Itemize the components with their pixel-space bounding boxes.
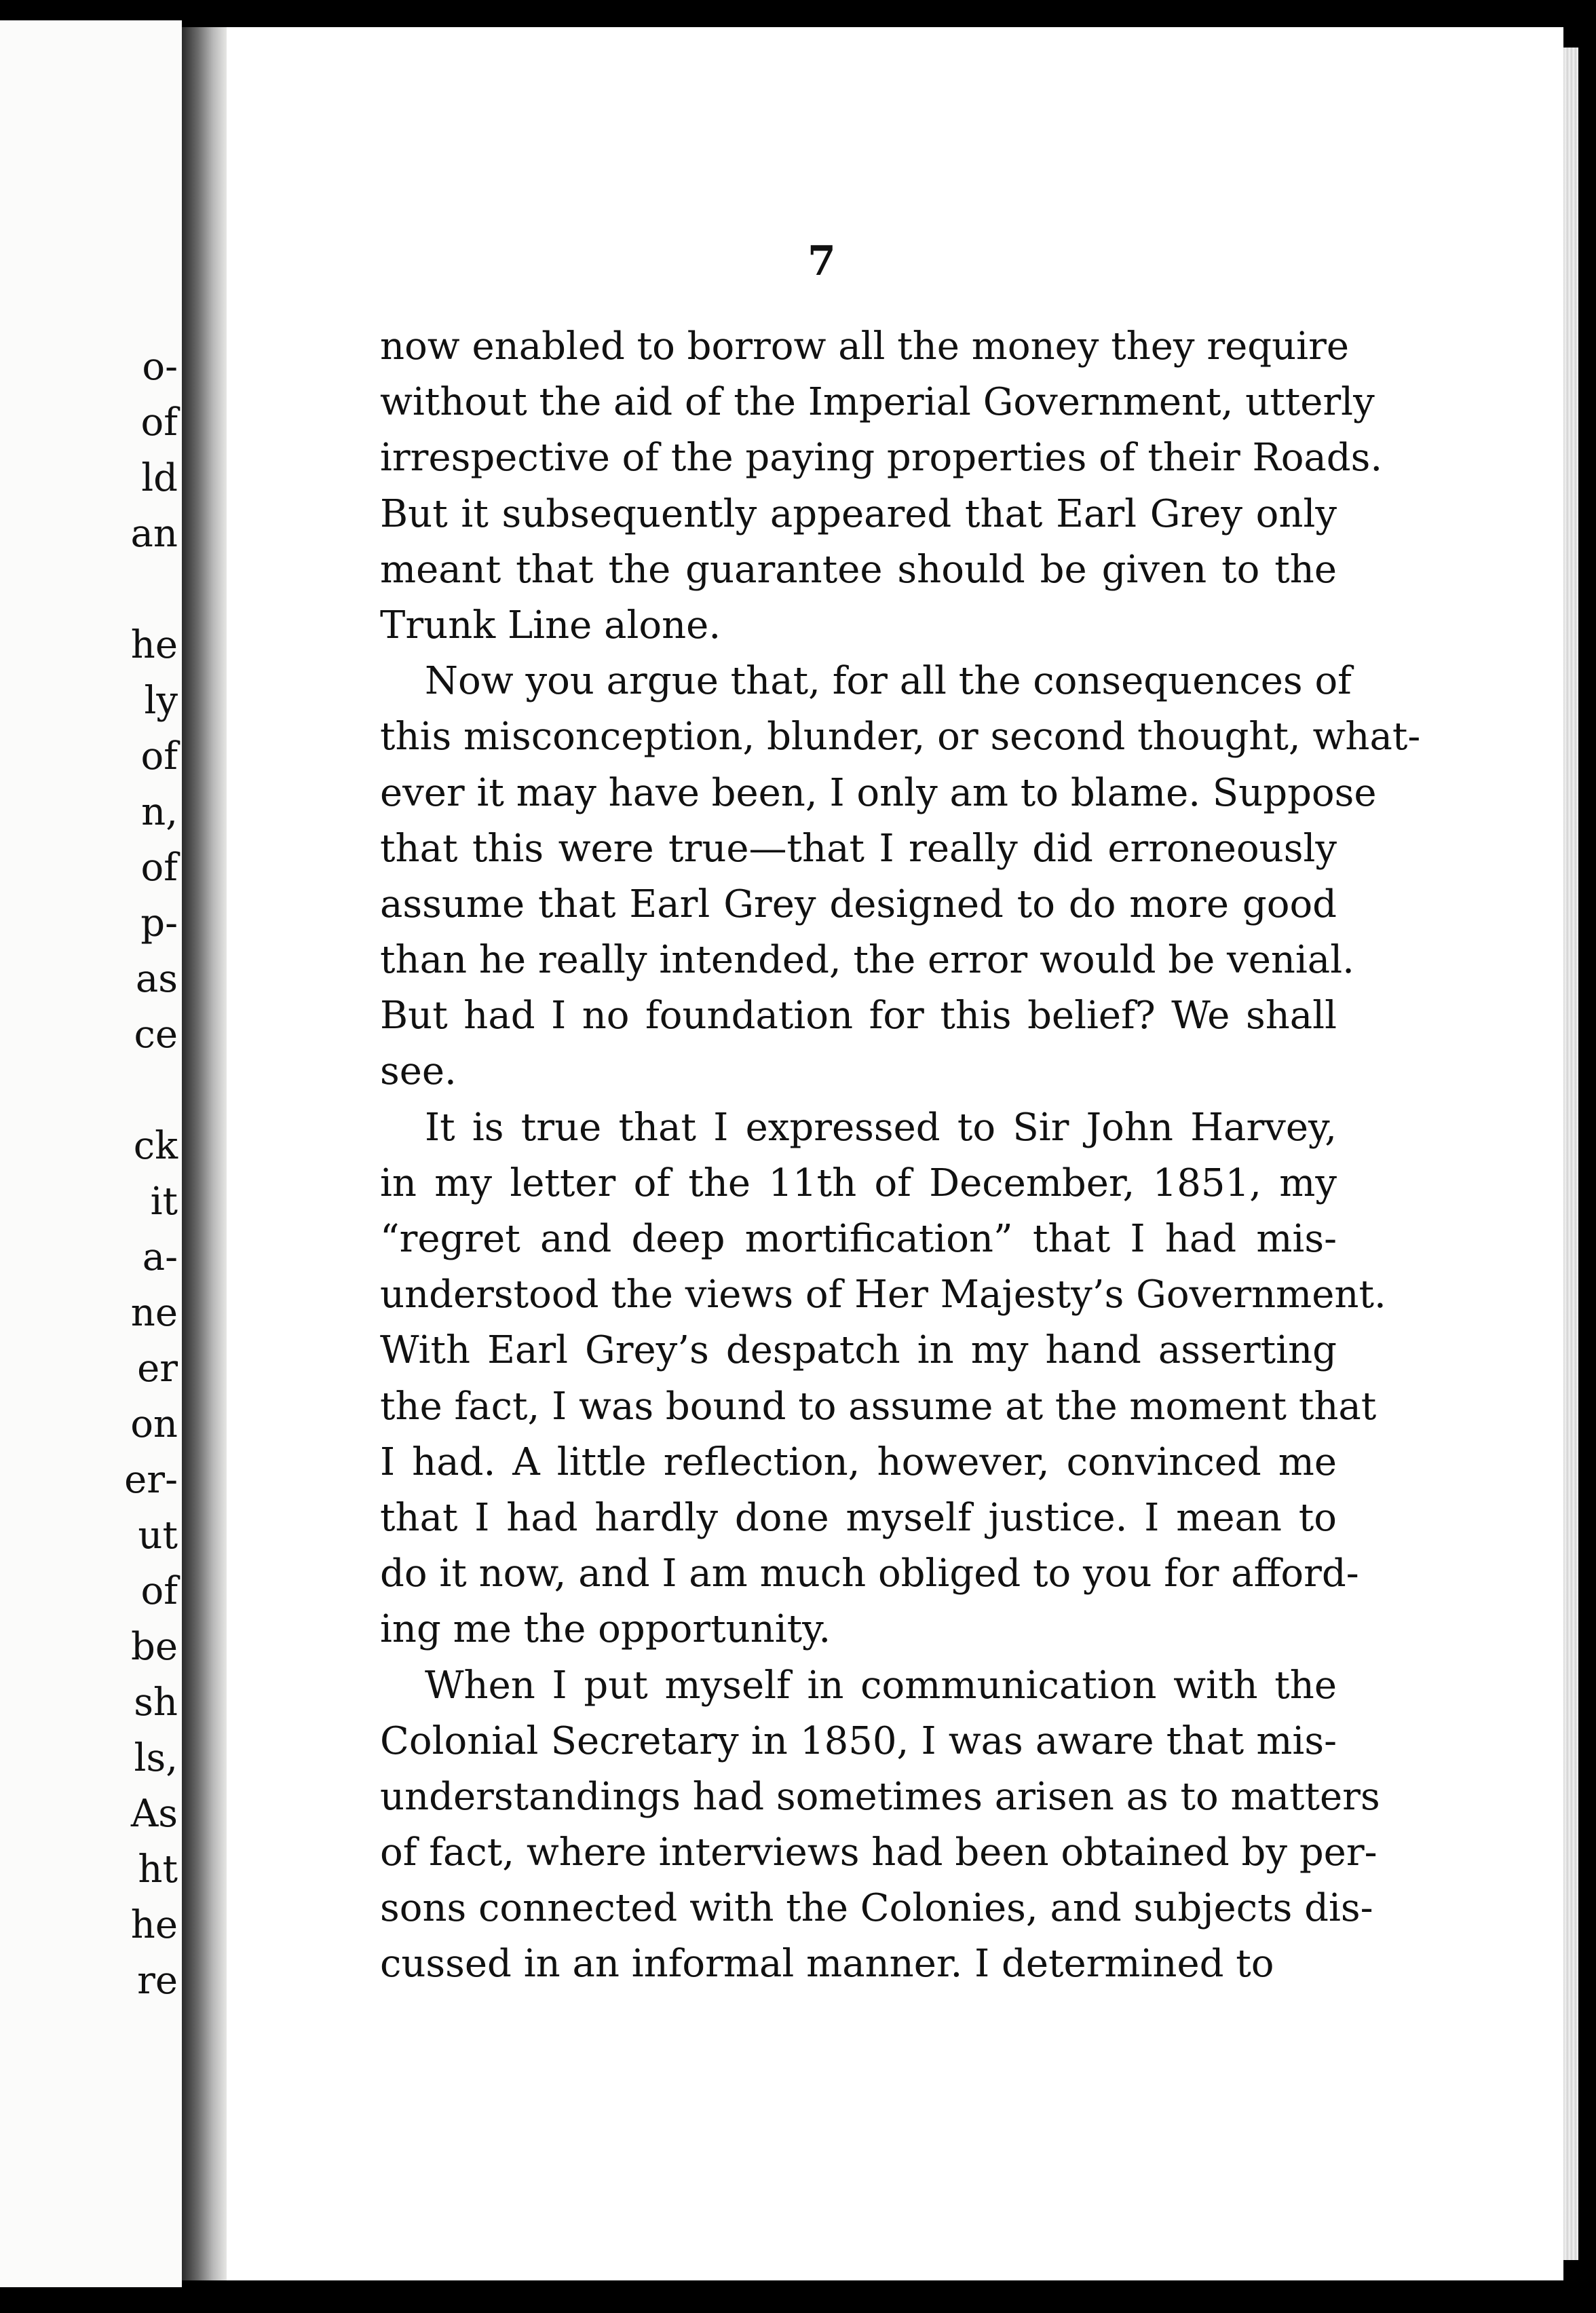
left-page-fragment: ly bbox=[144, 679, 178, 723]
left-page-fragment: as bbox=[135, 957, 178, 1001]
left-page-fragment: of bbox=[140, 846, 178, 890]
text-line: “regret and deep mortification” that I had mis- bbox=[380, 1217, 1337, 1261]
text-line: But had I no foundation for this belief? We shall bbox=[380, 994, 1337, 1038]
text-line: Trunk Line alone. bbox=[380, 603, 721, 647]
paragraph bbox=[380, 319, 1383, 654]
text-line: in my letter of the 11th of December, 1851, my bbox=[380, 1161, 1337, 1205]
text-line: meant that the guarantee should be given to the bbox=[380, 547, 1337, 592]
paragraph bbox=[380, 1658, 1380, 1993]
paragraph bbox=[380, 654, 1421, 1100]
text-line: ing me the opportunity. bbox=[380, 1607, 831, 1652]
text-line: When I put myself in communication with the bbox=[425, 1663, 1337, 1708]
text-line: do it now, and I am much obliged to you for afford- bbox=[380, 1552, 1359, 1596]
left-page-fragment: of bbox=[140, 400, 178, 445]
body-text bbox=[380, 319, 1421, 1993]
left-page-fragment: ut bbox=[138, 1513, 178, 1558]
page-number: 7 bbox=[808, 238, 836, 285]
left-page-fragment: ce bbox=[134, 1013, 178, 1057]
text-line: this misconception, blunder, or second thought, what- bbox=[380, 715, 1421, 759]
text-line: cussed in an informal manner. I determined to bbox=[380, 1942, 1274, 1987]
left-page-fragment: of bbox=[140, 1569, 178, 1613]
book-spine bbox=[182, 27, 227, 2280]
left-page-fragment: ne bbox=[130, 1291, 178, 1335]
paragraph bbox=[380, 1100, 1386, 1658]
text-line: Now you argue that, for all the consequences of bbox=[425, 659, 1352, 704]
left-page-fragment: er bbox=[137, 1347, 178, 1391]
left-page-fragment: sh bbox=[134, 1680, 178, 1725]
left-page-fragment: ht bbox=[138, 1847, 178, 1892]
text-line: It is true that I expressed to Sir John Harvey, bbox=[425, 1105, 1337, 1150]
text-line: understandings had sometimes arisen as to matters bbox=[380, 1774, 1380, 1819]
text-line: Colonial Secretary in 1850, I was aware that mis- bbox=[380, 1718, 1337, 1763]
left-page-text-edge bbox=[0, 339, 182, 2009]
text-line: With Earl Grey’s despatch in my hand asserting bbox=[380, 1328, 1337, 1373]
text-line: assume that Earl Grey designed to do more good bbox=[380, 882, 1337, 926]
left-page-fragment: As bbox=[130, 1792, 178, 1836]
left-page-fragment: n, bbox=[141, 790, 178, 834]
text-line: now enabled to borrow all the money they require bbox=[380, 324, 1349, 369]
text-line: without the aid of the Imperial Government, utterly bbox=[380, 380, 1375, 425]
left-page-fragment: p- bbox=[140, 901, 178, 945]
page-edges bbox=[1563, 48, 1578, 2260]
left-page-fragment: ld bbox=[141, 456, 178, 500]
left-page-fragment: he bbox=[130, 623, 178, 667]
left-page-fragment: ck bbox=[133, 1124, 178, 1168]
left-page-fragment bbox=[0, 562, 182, 618]
left-page-fragment: on bbox=[130, 1402, 178, 1446]
left-page-fragment: re bbox=[137, 1959, 178, 2003]
text-line: understood the views of Her Majesty’s Government. bbox=[380, 1273, 1386, 1317]
text-line: that this were true—that I really did erroneously bbox=[380, 826, 1337, 871]
left-page-fragment: er- bbox=[124, 1458, 178, 1502]
text-line: of fact, where interviews had been obtained by per- bbox=[380, 1830, 1378, 1875]
text-line: ever it may have been, I only am to blame. Suppose bbox=[380, 770, 1377, 815]
left-page-fragment bbox=[0, 1063, 182, 1118]
text-line: But it subsequently appeared that Earl Grey only bbox=[380, 491, 1337, 536]
text-line: the fact, I was bound to assume at the moment that bbox=[380, 1384, 1377, 1429]
left-page-fragment: an bbox=[130, 512, 178, 556]
text-line: I had. A little reflection, however, convinced me bbox=[380, 1440, 1337, 1484]
text-line: irrespective of the paying properties of their Roads. bbox=[380, 436, 1383, 481]
left-facing-page bbox=[0, 20, 182, 2287]
left-page-fragment: be bbox=[131, 1625, 178, 1669]
text-line: than he really intended, the error would be venial. bbox=[380, 938, 1354, 983]
left-page-fragment: of bbox=[140, 734, 178, 778]
left-page-fragment: ls, bbox=[134, 1736, 178, 1780]
left-page-fragment: a- bbox=[142, 1235, 178, 1279]
text-line: sons connected with the Colonies, and subjects dis- bbox=[380, 1886, 1373, 1931]
text-line: that I had hardly done myself justice. I mean to bbox=[380, 1495, 1337, 1540]
left-page-fragment: it bbox=[150, 1180, 178, 1224]
left-page-fragment: he bbox=[130, 1903, 178, 1947]
left-page-fragment: o- bbox=[142, 345, 178, 389]
text-line: see. bbox=[380, 1049, 457, 1094]
